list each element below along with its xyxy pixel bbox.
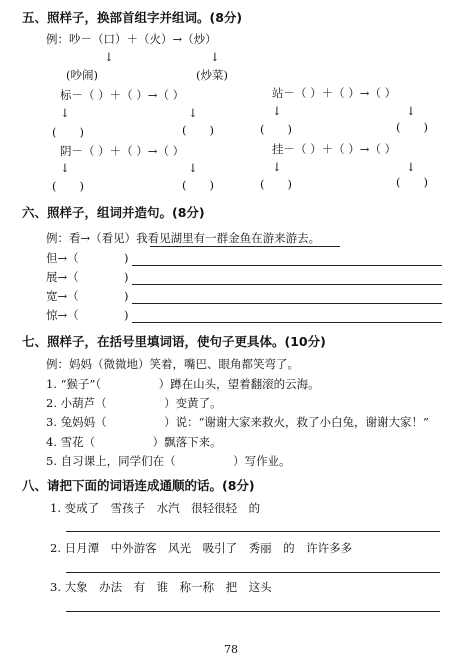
sentence-line[interactable] — [132, 284, 442, 285]
arrow: ↓ — [104, 50, 114, 64]
answer-line[interactable] — [66, 531, 440, 532]
answer-line[interactable] — [66, 572, 440, 573]
example-word: (吵闹) — [66, 68, 98, 82]
close-paren: ) — [124, 270, 129, 284]
example-word: (炒菜) — [196, 68, 228, 82]
word-list: 1. 变成了 雪孩子 水汽 很轻很轻 的 — [50, 501, 261, 515]
arrow: ↓ — [188, 161, 198, 175]
arrow: ↓ — [60, 161, 70, 175]
arrow: ↓ — [210, 50, 220, 64]
section6-title: 六、照样子，组词并造句。(8分) — [22, 205, 205, 220]
fill-item: 4. 雪花（ ）飘落下来。 — [46, 435, 222, 449]
word-prompt: 宽→（ — [46, 289, 79, 303]
section8-title: 八、请把下面的词语连成通顺的话。(8分) — [22, 478, 255, 493]
word-prompt: 惊→（ — [46, 308, 79, 322]
answer-line[interactable] — [66, 611, 440, 612]
section7-example: 例：妈妈（微微地）笑着，嘴巴、眼角都笑弯了。 — [46, 357, 299, 371]
answer-blank[interactable]: ( ) — [52, 125, 84, 139]
section7-title: 七、照样子，在括号里填词语，使句子更具体。(10分) — [22, 334, 326, 349]
answer-blank[interactable]: ( ) — [52, 179, 84, 193]
arrow: ↓ — [188, 106, 198, 120]
section6-example: 例：看→（看见）我看见湖里有一群金鱼在游来游去。 — [46, 231, 321, 245]
sentence-line[interactable] — [132, 265, 442, 266]
close-paren: ) — [124, 289, 129, 303]
arrow: ↓ — [406, 104, 416, 118]
word-list: 3. 大象 办法 有 谁 称一称 把 这头 — [50, 580, 272, 594]
answer-blank[interactable]: ( ) — [260, 177, 292, 191]
word-list: 2. 日月潭 中外游客 风光 吸引了 秀丽 的 许许多多 — [50, 541, 353, 555]
word-prompt: 但→（ — [46, 251, 79, 265]
fill-item: 3. 兔妈妈（ ）说：“谢谢大家来救火，救了小白兔，谢谢大家！” — [46, 415, 429, 429]
answer-blank[interactable]: ( ) — [396, 120, 428, 134]
word-prompt: 展→（ — [46, 270, 79, 284]
answer-blank[interactable]: ( ) — [182, 123, 214, 137]
close-paren: ) — [124, 308, 129, 322]
arrow: ↓ — [272, 104, 282, 118]
close-paren: ) — [124, 251, 129, 265]
page-number: 78 — [224, 643, 238, 656]
fill-item: 2. 小葫芦（ ）变黄了。 — [46, 396, 222, 410]
sentence-line[interactable] — [132, 322, 442, 323]
row2-left: 阴－（ ）＋（ ）→（ ） — [60, 144, 185, 158]
answer-blank[interactable]: ( ) — [396, 175, 428, 189]
fill-item: 1. “猴子”（ ）蹲在山头，望着翻滚的云海。 — [46, 377, 320, 391]
section5-example: 例：吵－（口）＋（火）→（炒） — [46, 32, 217, 46]
example-underline — [150, 246, 340, 247]
row1-right: 站－（ ）＋（ ）→（ ） — [272, 86, 397, 100]
fill-item: 5. 自习课上，同学们在（ ）写作业。 — [46, 454, 291, 468]
row2-right: 挂－（ ）＋（ ）→（ ） — [272, 142, 397, 156]
answer-blank[interactable]: ( ) — [260, 122, 292, 136]
sentence-line[interactable] — [132, 303, 442, 304]
section5-title: 五、照样子，换部首组字并组词。(8分) — [22, 10, 243, 25]
answer-blank[interactable]: ( ) — [182, 178, 214, 192]
arrow: ↓ — [60, 106, 70, 120]
row1-left: 标－（ ）＋（ ）→（ ） — [60, 88, 185, 102]
arrow: ↓ — [406, 160, 416, 174]
arrow: ↓ — [272, 160, 282, 174]
